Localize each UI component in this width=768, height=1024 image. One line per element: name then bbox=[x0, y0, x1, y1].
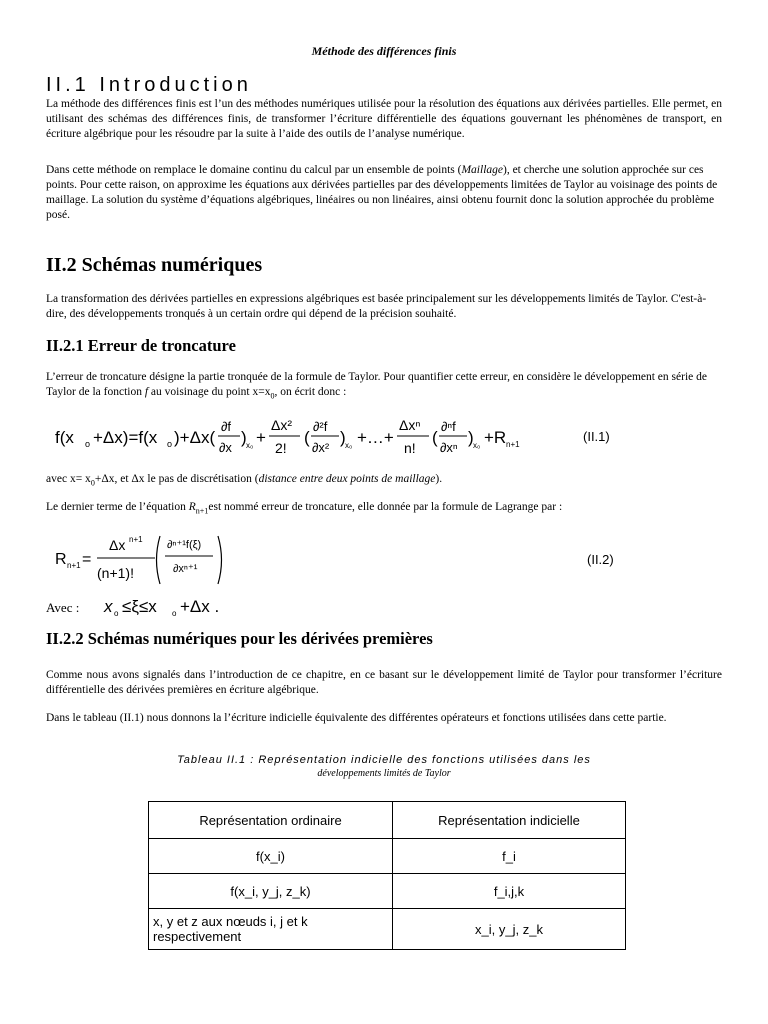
table-caption-line-1: Tableau II.1 : Représentation indicielle des fonctions utilisées dans les bbox=[177, 754, 591, 766]
svg-text:R: R bbox=[55, 551, 67, 568]
equation-lagrange bbox=[55, 530, 235, 590]
svg-text:x₀: x₀ bbox=[246, 441, 254, 450]
cell-ordinaire bbox=[149, 839, 393, 874]
cell-indicielle bbox=[393, 874, 626, 909]
svg-text:x: x bbox=[104, 597, 113, 616]
svg-text:o: o bbox=[172, 609, 177, 618]
svg-text:≤ξ≤x: ≤ξ≤x bbox=[122, 597, 157, 616]
section-title-schemas: II.2 Schémas numériques bbox=[46, 254, 263, 276]
cell-ordinaire bbox=[149, 909, 393, 950]
subsection-title-erreur: II.2.1 Erreur de troncature bbox=[46, 336, 236, 355]
svg-text:(n+1)!: (n+1)! bbox=[97, 565, 134, 581]
svg-text:)+Δx(: )+Δx( bbox=[174, 428, 216, 447]
svg-text:+R: +R bbox=[484, 428, 507, 447]
derivees-paragraph-1: Comme nous avons signalés dans l’introduction de ce chapitre, en ce basant sur le développement limité de Taylor pour transformer l’écriture différentielle des dérivées premières en écriture algébrique. bbox=[46, 669, 722, 696]
cell-indicielle bbox=[393, 839, 626, 874]
table-caption-line-2: développements limités de Taylor bbox=[317, 768, 451, 779]
svg-text:2!: 2! bbox=[275, 440, 287, 456]
svg-text:n!: n! bbox=[404, 440, 416, 456]
cell-indicielle bbox=[393, 909, 626, 950]
svg-text:Δx: Δx bbox=[109, 537, 126, 553]
svg-text:o: o bbox=[85, 439, 91, 449]
svg-text:): ) bbox=[468, 428, 474, 447]
svg-text:): ) bbox=[241, 428, 247, 447]
equation-label-II-2: (II.2) bbox=[587, 552, 614, 567]
math-notation: x, y et z aux nœuds i, j et k respectivement bbox=[153, 914, 308, 944]
math-notation: f(x_i) bbox=[256, 848, 285, 864]
svg-text:): ) bbox=[340, 428, 346, 447]
svg-text:o: o bbox=[114, 609, 119, 618]
equation-xi-bounds bbox=[104, 592, 254, 620]
svg-text:Δx²: Δx² bbox=[271, 417, 293, 433]
erreur-paragraph-3: Le dernier terme de l’équation $R_{n+1}est$ nommé erreur de troncature, elle donnée par la formule de Lagrange par : bbox=[46, 501, 563, 516]
svg-text:Δxⁿ: Δxⁿ bbox=[399, 417, 421, 433]
svg-text:∂xⁿ: ∂xⁿ bbox=[440, 440, 458, 455]
svg-text:∂ⁿ⁺¹f(ξ): ∂ⁿ⁺¹f(ξ) bbox=[167, 539, 202, 551]
svg-text:∂x: ∂x bbox=[219, 440, 232, 455]
math-notation: f_i bbox=[502, 848, 516, 864]
avec-label: Avec : bbox=[46, 600, 80, 615]
header-indicielle: Représentation indicielle bbox=[393, 802, 626, 839]
math-notation: x_i, y_j, z_k bbox=[475, 921, 543, 937]
schemas-paragraph: La transformation des dérivées partielles en expressions algébriques est basée principalement sur les développements limités de Taylor. C'est-à-dire, des développements tronqués à un certain ordre qui dépend de la précision souhaité. bbox=[46, 293, 707, 320]
table-header-row bbox=[149, 802, 626, 839]
svg-text:∂x²: ∂x² bbox=[312, 440, 330, 455]
svg-text:+…+: +…+ bbox=[357, 428, 394, 447]
svg-text:x₀: x₀ bbox=[473, 441, 481, 450]
table-row bbox=[149, 909, 626, 950]
svg-text:f(x: f(x bbox=[55, 428, 74, 447]
erreur-paragraph-1: L’erreur de troncature désigne la partie tronquée de la formule de Taylor. Pour quantifier cette erreur, en considère le développement en série de Taylor de la fonction f au voisinage du point $x=x_0$, on écrit donc : bbox=[46, 371, 707, 401]
table-row bbox=[149, 839, 626, 874]
equation-taylor bbox=[55, 410, 520, 460]
math-notation: f_i,j,k bbox=[493, 883, 525, 899]
intro-paragraph-2: Dans cette méthode on remplace le domaine continu du calcul par un ensemble de points (Maillage), et cherche une solution approchée sur ces points. Pour cette raison, on approxime les équations aux dérivées partielles par des développements limitées de Taylor au voisinage des points de maillage. La solution du système d’équations algébriques, linéaires ou non linéaires, ainsi obtenu fournit donc la solution approchée du problème posé. bbox=[46, 164, 718, 221]
representation-table bbox=[148, 801, 626, 950]
svg-text:n+1: n+1 bbox=[506, 440, 520, 449]
svg-text:∂ⁿf: ∂ⁿf bbox=[441, 419, 456, 434]
section-title-introduction: II.1 Introduction bbox=[46, 74, 252, 96]
table-row bbox=[149, 874, 626, 909]
svg-text:(: ( bbox=[432, 428, 438, 447]
svg-text:n+1: n+1 bbox=[67, 561, 81, 570]
svg-text:+Δx)=f(x: +Δx)=f(x bbox=[93, 428, 158, 447]
svg-text:n+1: n+1 bbox=[129, 535, 143, 544]
cell-ordinaire bbox=[149, 874, 393, 909]
svg-text:(: ( bbox=[304, 428, 310, 447]
math-notation: f(x_i, y_j, z_k) bbox=[230, 883, 311, 899]
derivees-paragraph-2: Dans le tableau (II.1) nous donnons la l’écriture indicielle équivalente des différentes opérateurs et fonctions utilisées dans cette partie. bbox=[46, 712, 667, 724]
svg-text:∂f: ∂f bbox=[221, 419, 232, 434]
subsection-title-derivees: II.2.2 Schémas numériques pour les dérivées premières bbox=[46, 629, 433, 648]
svg-text:x₀: x₀ bbox=[345, 441, 353, 450]
header-ordinaire: Représentation ordinaire bbox=[149, 802, 393, 839]
equation-label-II-1: (II.1) bbox=[583, 429, 610, 444]
svg-text:+: + bbox=[256, 428, 266, 447]
erreur-paragraph-2: avec $x= x_0+\Delta x$, et Δx le pas de discrétisation (distance entre deux points de maillage). bbox=[46, 473, 443, 488]
svg-text:∂xⁿ⁺¹: ∂xⁿ⁺¹ bbox=[173, 563, 198, 575]
svg-text:o: o bbox=[167, 439, 173, 449]
svg-text:=: = bbox=[82, 551, 92, 568]
svg-text:∂²f: ∂²f bbox=[313, 419, 328, 434]
running-header: Méthode des différences finis bbox=[311, 44, 457, 58]
svg-text:+Δx .: +Δx . bbox=[180, 597, 220, 616]
intro-paragraph-1: La méthode des différences finis est l’un des méthodes numériques utilisée pour la résolution des équations aux dérivées partielles. Elle permet, en utilisant des schémas des différences finis, de transformer l’écriture différentielle des équations gouvernant les phénomènes de transport, en écriture algébrique pour les résoudre par la suite à l’aide des outils de l’analyse numérique. bbox=[46, 98, 722, 140]
